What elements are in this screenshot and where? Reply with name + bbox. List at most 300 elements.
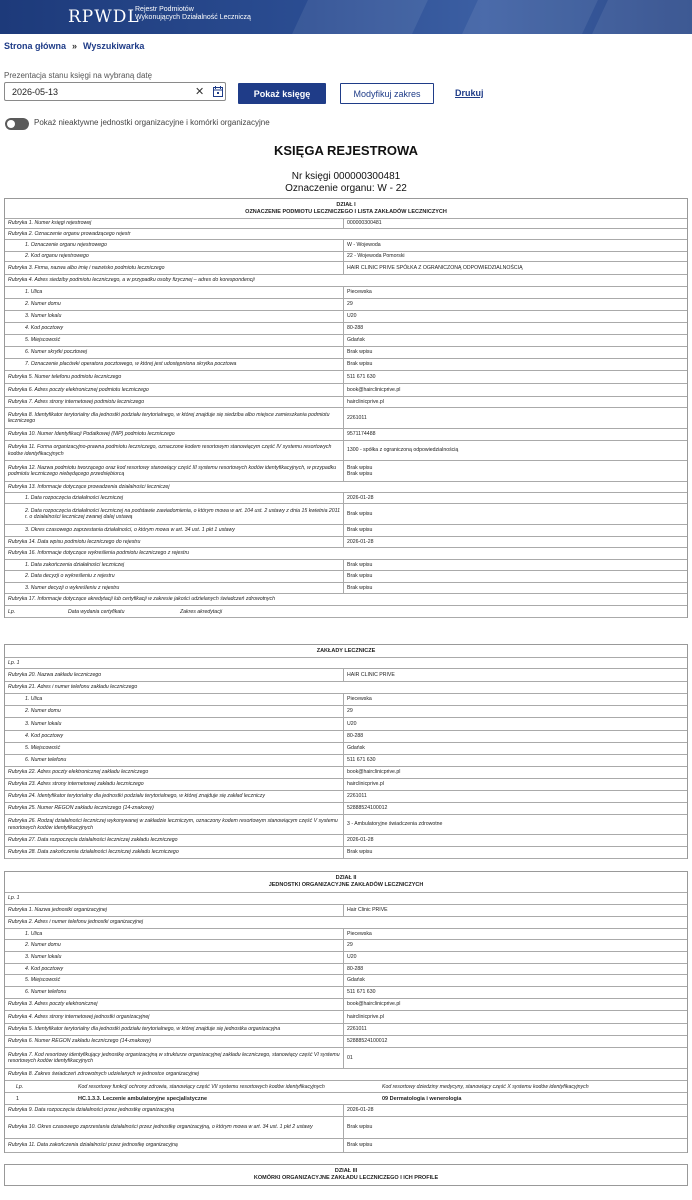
- row-label: [5, 1139, 344, 1152]
- row-label: [5, 847, 344, 858]
- row-label-text: Rubryka 11. Data zakończenia działalności przez jednostkę organizacyjną: [8, 1142, 178, 1149]
- header-decoration: [292, 0, 428, 34]
- row-label-text: Rubryka 7. Adres strony internetowej podmiotu leczniczego: [8, 398, 145, 405]
- row-label-text: 5. Miejscowość: [25, 337, 61, 344]
- section-dzial-2: [4, 871, 688, 1153]
- row-label-text: 2. Kod organu rejestrowego: [25, 253, 89, 260]
- row-value: 2026-01-28: [347, 494, 374, 501]
- row-label-text: 3. Numer lokalu: [25, 313, 62, 320]
- row-label-text: 1. Ulica: [25, 289, 43, 296]
- row-value: U20: [347, 313, 357, 320]
- register-row: [5, 275, 687, 287]
- section-heading-title: DZIAŁ I: [336, 201, 356, 208]
- row-label: [5, 743, 344, 754]
- row-label-text: Rubryka 7. Kod resortowy identyfikujący jednostkę organizacyjną w strukturze organizacyjnej zakładu leczniczego, stanowiący część VI systemu resortowych kodów identyfikacyjnych: [8, 1051, 340, 1064]
- row-label-text: 4. Kod pocztowy: [25, 965, 64, 972]
- row-value: Brak wpisu: [347, 584, 373, 591]
- header-decoration: [462, 0, 598, 34]
- row-label: [5, 791, 344, 802]
- row-label: [5, 335, 344, 346]
- print-link[interactable]: Drukuj: [455, 88, 484, 98]
- row-value: book@hairclinicprive.pl: [347, 769, 401, 776]
- row-value: 1300 - spółka z ograniczoną odpowiedzialnością: [347, 447, 459, 454]
- codes-header-row: [5, 1081, 687, 1093]
- register-row: [5, 1048, 687, 1069]
- section-heading: [5, 199, 687, 219]
- row-label-text: Rubryka 8. Identyfikator terytorialny dla jednostki podziału terytorialnego, w której znajduje się siedziba albo miejsce zamieszkania podmiotu leczniczego: [8, 411, 330, 424]
- register-row: [5, 1036, 687, 1048]
- register-row: [5, 999, 687, 1011]
- row-label-text: Rubryka 3. Firma, nazwa albo imię i nazwisko podmiotu leczniczego: [8, 264, 165, 271]
- row-label: [5, 408, 344, 428]
- logo-subtitle-line2: Wykonujących Działalność Leczniczą: [135, 14, 251, 21]
- register-row: [5, 548, 687, 560]
- row-value: Brak wpisu: [347, 1142, 373, 1149]
- register-row: [5, 560, 687, 571]
- row-label: [5, 359, 344, 370]
- codes-cell-domain: 09 Dermatologia i wenerologia: [382, 1095, 462, 1102]
- row-label-text: Rubryka 8. Zakres świadczeń zdrowotnych udzielanych w jednostce organizacyjnej: [8, 1071, 199, 1078]
- row-label-text: Rubryka 25. Numer REGON zakładu leczniczego (14-znakowy): [8, 805, 154, 812]
- row-label: [5, 287, 344, 298]
- row-label: [5, 803, 344, 814]
- calendar-icon[interactable]: [213, 86, 223, 100]
- register-row: [5, 594, 687, 606]
- register-row: [5, 669, 687, 682]
- row-value: Gdańsk: [347, 977, 365, 984]
- codes-col-lp: Lp.: [16, 1083, 24, 1090]
- row-label-text: 2. Numer domu: [25, 708, 61, 715]
- row-label: [5, 537, 344, 547]
- row-value: 29: [347, 708, 353, 715]
- register-row: [5, 743, 687, 755]
- row-label: [5, 371, 344, 383]
- row-value: 2026-01-28: [347, 837, 374, 844]
- row-label-text: 5. Miejscowość: [25, 745, 61, 752]
- codes-cell-lp: 1: [16, 1095, 20, 1102]
- row-label-text: Rubryka 16. Informacje dotyczące wykreślenia podmiotu leczniczego z rejestru: [8, 550, 190, 557]
- row-value: U20: [347, 954, 357, 961]
- row-value: Brak wpisu: [347, 561, 373, 568]
- row-value: 3 - Ambulatoryjne świadczenia zdrowotne: [347, 821, 443, 828]
- row-label-text: 3. Numer lokalu: [25, 954, 62, 961]
- date-input[interactable]: [4, 82, 226, 101]
- row-label: [5, 441, 344, 460]
- row-label-text: 1. Ulica: [25, 696, 43, 703]
- row-label-text: Rubryka 24. Identyfikator terytorialny dla jednostki podziału terytorialnego, w której znajduje się zakład leczniczy: [8, 793, 265, 800]
- register-row: [5, 815, 687, 835]
- certificate-header-row: [5, 606, 687, 618]
- register-row: [5, 571, 687, 583]
- cert-col-lp: Lp.: [8, 608, 16, 615]
- lp-label: Lp. 1: [8, 659, 20, 666]
- page-title: KSIĘGA REJESTROWA: [274, 143, 418, 158]
- row-label-text: 1. Oznaczenie organu rejestrowego: [25, 242, 107, 249]
- row-label: [5, 1048, 344, 1068]
- row-label-text: 2. Data rozpoczęcia działalności leczniczej na podstawie zawiadomienia, o którym mowa w art. 104 ust. 2 ustawy z dnia 15 kwietnia 2011 r. o działalności leczniczej zwanej dalej ustawą: [25, 507, 341, 520]
- section-heading: [5, 645, 687, 658]
- row-value: hairclinicprive.pl: [347, 398, 384, 405]
- cert-col-scope: Zakres akredytacji: [180, 608, 223, 615]
- toggle-label: Pokaż nieaktywne jednostki organizacyjne i komórki organizacyjne: [34, 118, 270, 127]
- row-value: Brak wpisu: [347, 527, 373, 534]
- row-label-text: Rubryka 28. Data zakończenia działalności leczniczej zakładu leczniczego: [8, 849, 179, 856]
- row-label-text: Rubryka 6. Numer REGON zakładu leczniczego (14-znakowy): [8, 1038, 151, 1045]
- row-label: [5, 397, 344, 407]
- row-value: Piecewska: [347, 930, 372, 937]
- date-label: Prezentacja stanu księgi na wybraną datę: [4, 71, 153, 80]
- inactive-units-toggle[interactable]: [5, 118, 29, 130]
- row-label: [5, 731, 344, 742]
- register-row: [5, 311, 687, 323]
- row-value: Gdańsk: [347, 337, 365, 344]
- lp-row: [5, 893, 687, 905]
- row-label-text: 4. Kod pocztowy: [25, 733, 64, 740]
- row-label: [5, 252, 344, 261]
- row-label-text: 1. Data rozpoczęcia działalności leczniczej: [25, 494, 124, 501]
- row-label-text: Rubryka 4. Adres strony internetowej jednostki organizacyjnej: [8, 1013, 150, 1020]
- register-row: [5, 359, 687, 371]
- row-value: 52888524100012: [347, 805, 388, 812]
- row-label-text: Rubryka 5. Numer telefonu podmiotu leczniczego: [8, 373, 122, 380]
- register-row: [5, 371, 687, 384]
- cert-col-date: Data wydania certyfikatu: [68, 608, 125, 615]
- row-label-text: Rubryka 6. Adres poczty elektronicznej podmiotu leczniczego: [8, 386, 149, 393]
- register-row: [5, 952, 687, 964]
- section-heading-title: DZIAŁ III: [334, 1168, 358, 1174]
- row-label: [5, 905, 344, 916]
- row-value: Brak wpisu: [347, 573, 373, 580]
- register-row: [5, 493, 687, 504]
- row-label: [5, 482, 687, 492]
- row-value: Gdańsk: [347, 745, 365, 752]
- row-value: 000000300481: [347, 220, 382, 227]
- row-label: [5, 525, 344, 536]
- row-value: 511 671 630: [347, 757, 376, 764]
- row-label-text: Rubryka 21. Adres i numer telefonu zakładu leczniczego: [8, 684, 138, 691]
- register-row: [5, 940, 687, 952]
- register-row: [5, 441, 687, 461]
- row-label-text: 1. Ulica: [25, 930, 43, 937]
- row-label: [5, 1024, 344, 1035]
- row-value: 2026-01-28: [347, 1107, 374, 1114]
- row-label: [5, 323, 344, 334]
- row-value: 01: [347, 1054, 353, 1061]
- row-label-text: 2. Numer domu: [25, 301, 61, 308]
- register-row: [5, 408, 687, 429]
- section-rows: [5, 905, 687, 1081]
- row-label: [5, 493, 344, 503]
- row-label: [5, 835, 344, 846]
- row-value: U20: [347, 720, 357, 727]
- row-label-text: 6. Numer telefonu: [25, 757, 67, 764]
- row-label: [5, 560, 344, 570]
- row-label: [5, 755, 344, 766]
- row-value: 29: [347, 942, 353, 949]
- row-value: 9571174488: [347, 431, 376, 438]
- row-value: Brak wpisu: [347, 349, 373, 356]
- row-label-text: Rubryka 10. Numer Identyfikacji Podatkowej (NIP) podmiotu leczniczego: [8, 431, 175, 438]
- register-row: [5, 905, 687, 917]
- row-label-text: Rubryka 14. Data wpisu podmiotu leczniczego do rejestru: [8, 538, 141, 545]
- register-row: [5, 975, 687, 987]
- row-label-text: Rubryka 1. Nazwa jednostki organizacyjnej: [8, 907, 107, 914]
- register-row: [5, 835, 687, 847]
- register-row: [5, 964, 687, 975]
- row-label-text: Rubryka 9. Data rozpoczęcia działalności przez jednostkę organizacyjną: [8, 1107, 175, 1114]
- row-label: [5, 571, 344, 582]
- row-label: [5, 347, 344, 358]
- row-label-text: Rubryka 2. Adres i numer telefonu jednostki organizacyjnej: [8, 919, 144, 926]
- row-label-text: Rubryka 3. Adres poczty elektronicznej: [8, 1001, 98, 1008]
- row-value: Brak wpisu Brak wpisu: [347, 464, 373, 477]
- logo-subtitle-line1: Rejestr Podmiotów: [135, 6, 194, 13]
- row-value: Piecewska: [347, 696, 372, 703]
- register-row: [5, 1011, 687, 1024]
- row-label-text: Rubryka 23. Adres strony internetowej zakładu leczniczego: [8, 781, 144, 788]
- header-decoration: [592, 0, 692, 34]
- section-dzial-1: [4, 198, 688, 618]
- register-row: [5, 987, 687, 999]
- section-heading-subtitle: JEDNOSTKI ORGANIZACYJNE ZAKŁADÓW LECZNICZYCH: [268, 882, 424, 888]
- row-value: Brak wpisu: [347, 1124, 373, 1131]
- register-row: [5, 706, 687, 718]
- organ-designation: Oznaczenie organu: W - 22: [285, 183, 407, 194]
- register-row: [5, 429, 687, 441]
- register-row: [5, 504, 687, 525]
- row-value: 2261011: [347, 414, 367, 421]
- register-row: [5, 929, 687, 940]
- register-row: [5, 1139, 687, 1153]
- row-label: [5, 940, 344, 951]
- register-row: [5, 397, 687, 408]
- section-heading-subtitle: KOMÓRKI ORGANIZACYJNE ZAKŁADU LECZNICZEGO I ICH PROFILE: [253, 1175, 439, 1181]
- row-label-text: 4. Kod pocztowy: [25, 325, 64, 332]
- register-row: [5, 917, 687, 929]
- section-heading-title: DZIAŁ II: [335, 875, 357, 881]
- breadcrumb-separator: »: [72, 41, 78, 51]
- register-row: [5, 694, 687, 706]
- row-label: [5, 718, 344, 730]
- row-value: W - Wojewoda: [347, 242, 381, 249]
- register-row: [5, 287, 687, 299]
- logo-subtitle: [135, 6, 251, 22]
- register-row: [5, 755, 687, 767]
- codes-col-domain: Kod resortowy dziedziny medycyny, stanowiący część X systemu kodów identyfikacyjnych: [382, 1083, 589, 1090]
- row-value: HAIR CLINIC PRIVE SPÓŁKA Z OGRANICZONĄ ODPOWIEDZIALNOŚCIĄ: [347, 264, 523, 271]
- register-row: [5, 240, 687, 252]
- row-label-text: Rubryka 2. Oznaczenie organu prowadzącego rejestr: [8, 230, 131, 237]
- row-value: 80-288: [347, 325, 364, 332]
- row-label-text: Rubryka 4. Adres siedziby podmiotu leczniczego, a w przypadku osoby fizycznej – adres do korespondencji: [8, 277, 255, 284]
- register-row: [5, 847, 687, 859]
- row-label: [5, 767, 344, 778]
- codes-col-function: Kod resortowy funkcji ochrony zdrowia, stanowiący część VII systemu resortowych kodów identyfikacyjnych: [78, 1083, 325, 1090]
- register-row: [5, 718, 687, 731]
- row-label-text: 6. Numer telefonu: [25, 989, 67, 996]
- section-heading-subtitle: OZNACZENIE PODMIOTU LECZNICZEGO I LISTA ZAKŁADÓW LECZNICZYCH: [245, 208, 447, 215]
- modify-range-button[interactable]: Modyfikuj zakres: [340, 83, 434, 104]
- row-label-text: Rubryka 26. Rodzaj działalności leczniczej wykonywanej w zakładzie leczniczym, oznaczony kodem resortowym stanowiącym część V systemu resortowych kodów identyfikacyjnych: [8, 818, 338, 831]
- row-value: 80-288: [347, 965, 364, 972]
- row-label: [5, 504, 344, 524]
- row-value: Hair Clinic PRIVE: [347, 907, 388, 914]
- row-label: [5, 240, 344, 251]
- row-value: 2261011: [347, 1026, 367, 1033]
- row-value: Piecewska: [347, 289, 372, 296]
- register-row: [5, 1024, 687, 1036]
- register-row: [5, 384, 687, 397]
- row-label: [5, 299, 344, 310]
- row-value: 22 - Wojewoda Pomorski: [347, 253, 405, 260]
- row-value: 80-288: [347, 733, 364, 740]
- register-row: [5, 583, 687, 594]
- register-row: [5, 767, 687, 779]
- register-row: [5, 482, 687, 493]
- row-value: 511 671 630: [347, 373, 376, 380]
- row-label: [5, 1069, 687, 1080]
- row-value: 511 671 630: [347, 989, 376, 996]
- section-heading: [5, 1165, 687, 1185]
- toggle-knob: [7, 120, 15, 128]
- row-label: [5, 548, 687, 559]
- row-label: [5, 219, 344, 228]
- row-value: hairclinicprive.pl: [347, 1013, 384, 1020]
- register-row: [5, 219, 687, 229]
- row-value: hairclinicprive.pl: [347, 781, 384, 788]
- row-value: 2261011: [347, 793, 367, 800]
- register-row: [5, 1105, 687, 1117]
- row-value: book@hairclinicprive.pl: [347, 386, 401, 393]
- lp-row: [5, 658, 687, 669]
- row-value: 29: [347, 301, 353, 308]
- section-zaklady: [4, 644, 688, 859]
- register-row: [5, 537, 687, 548]
- row-label: [5, 706, 344, 717]
- register-row: [5, 779, 687, 791]
- row-label: [5, 815, 344, 834]
- row-label: [5, 669, 344, 681]
- clear-icon[interactable]: ✕: [195, 86, 205, 98]
- section-heading: [5, 872, 687, 893]
- register-row: [5, 461, 687, 482]
- row-label: [5, 1036, 344, 1047]
- row-label: [5, 583, 344, 593]
- row-label-text: 5. Miejscowość: [25, 977, 61, 984]
- row-label-text: 6. Numer skrytki pocztowej: [25, 349, 87, 356]
- row-label: [5, 917, 687, 928]
- row-label: [5, 384, 344, 396]
- register-row: [5, 347, 687, 359]
- row-value: Brak wpisu: [347, 849, 373, 856]
- row-value: Brak wpisu: [347, 361, 373, 368]
- codes-row: [5, 1093, 687, 1105]
- row-label-text: Rubryka 1. Numer księgi rejestrowej: [8, 220, 92, 227]
- row-label: [5, 1011, 344, 1023]
- register-row: [5, 803, 687, 815]
- section-rows: [5, 1105, 687, 1153]
- logo[interactable]: RPWDL: [68, 7, 140, 27]
- row-label-text: 3. Numer decyzji o wykreśleniu z rejestru: [25, 584, 120, 591]
- register-row: [5, 262, 687, 275]
- row-value: 52888524100012: [347, 1038, 388, 1045]
- row-label: [5, 262, 344, 274]
- section-dzial-3: [4, 1164, 688, 1186]
- register-row: [5, 731, 687, 743]
- register-row: [5, 299, 687, 311]
- row-value: book@hairclinicprive.pl: [347, 1001, 401, 1008]
- row-label: [5, 1117, 344, 1138]
- row-label-text: Rubryka 27. Data rozpoczęcia działalności leczniczej zakładu leczniczego: [8, 837, 178, 844]
- register-row: [5, 335, 687, 347]
- show-book-button[interactable]: Pokaż księgę: [238, 83, 326, 104]
- row-label: [5, 929, 344, 939]
- top-header: [0, 0, 692, 34]
- register-row: [5, 1117, 687, 1139]
- register-row: [5, 525, 687, 537]
- section-heading-title: ZAKŁADY LECZNICZE: [316, 647, 376, 654]
- row-label-text: Rubryka 10. Okres czasowego zaprzestania działalności przez jednostkę organizacyjną, o którym mowa w art. 34 ust. 1 pkt 2 ustawy: [8, 1124, 313, 1131]
- row-label: [5, 682, 687, 693]
- book-number-block: [0, 171, 692, 195]
- row-label: [5, 999, 344, 1010]
- row-label: [5, 975, 344, 986]
- row-label: [5, 429, 344, 440]
- row-label-text: 1. Data zakończenia działalności leczniczej: [25, 561, 125, 568]
- row-label: [5, 275, 687, 286]
- row-label-text: Rubryka 20. Nazwa zakładu leczniczego: [8, 671, 102, 678]
- row-label: [5, 229, 687, 239]
- row-label: [5, 694, 344, 705]
- register-row: [5, 791, 687, 803]
- row-label-text: Rubryka 11. Forma organizacyjno-prawna podmiotu leczniczego, oznaczone kodem resortowym stanowiącym część IV systemu resortowych kodów identyfikacyjnych: [8, 444, 332, 457]
- row-value: HAIR CLINIC PRIVE: [347, 671, 395, 678]
- row-label: [5, 461, 344, 481]
- row-label: [5, 594, 687, 605]
- row-label: [5, 987, 344, 998]
- row-label-text: 2. Numer domu: [25, 942, 61, 949]
- row-label-text: Rubryka 13. Informacje dotyczące prowadzenia działalności leczniczej: [8, 483, 170, 490]
- register-row: [5, 229, 687, 240]
- book-number: Nr księgi 000000300481: [291, 171, 401, 182]
- register-row: [5, 1069, 687, 1081]
- row-label-text: 3. Okres czasowego zaprzestania działalności, o którym mowa w art. 34 ust. 1 pkt 1 ustawy: [25, 527, 235, 534]
- section-rows: [5, 669, 687, 859]
- row-label-text: 3. Numer lokalu: [25, 720, 62, 727]
- row-value: Brak wpisu: [347, 510, 373, 517]
- row-label-text: Rubryka 12. Nazwa podmiotu tworzącego oraz kod resortowy stanowiący część III systemu resortowych kodów identyfikacyjnych, w przypadku podmiotu leczniczego niebędącego przedsiębiorcą: [8, 464, 337, 477]
- section-rows: [5, 219, 687, 606]
- row-value: 2026-01-28: [347, 538, 374, 545]
- row-label: [5, 964, 344, 974]
- row-label-text: Rubryka 17. Informacje dotyczące akredytacji lub certyfikacji w zakresie jakości udzielanych świadczeń zdrowotnych: [8, 596, 275, 603]
- breadcrumb-current-link[interactable]: Wyszukiwarka: [83, 41, 145, 51]
- register-row: [5, 682, 687, 694]
- register-row: [5, 252, 687, 262]
- date-value: 2026-05-13: [12, 87, 59, 97]
- row-label-text: Rubryka 5. Identyfikator terytorialny dla jednostki podziału terytorialnego, w której znajduje się jednostka organizacyjna: [8, 1026, 281, 1033]
- row-label-text: 2. Data decyzji o wykreśleniu z rejestru: [25, 573, 115, 580]
- codes-cell-function: HC.1.3.3. Leczenie ambulatoryjne specjalistyczne: [78, 1095, 207, 1102]
- row-label: [5, 311, 344, 322]
- lp-label: Lp. 1: [8, 895, 20, 902]
- register-row: [5, 323, 687, 335]
- row-label: [5, 952, 344, 963]
- breadcrumb: [4, 41, 144, 51]
- breadcrumb-home-link[interactable]: Strona główna: [4, 41, 67, 51]
- row-label-text: Rubryka 22. Adres poczty elektronicznej zakładu leczniczego: [8, 769, 149, 776]
- row-label: [5, 1105, 344, 1116]
